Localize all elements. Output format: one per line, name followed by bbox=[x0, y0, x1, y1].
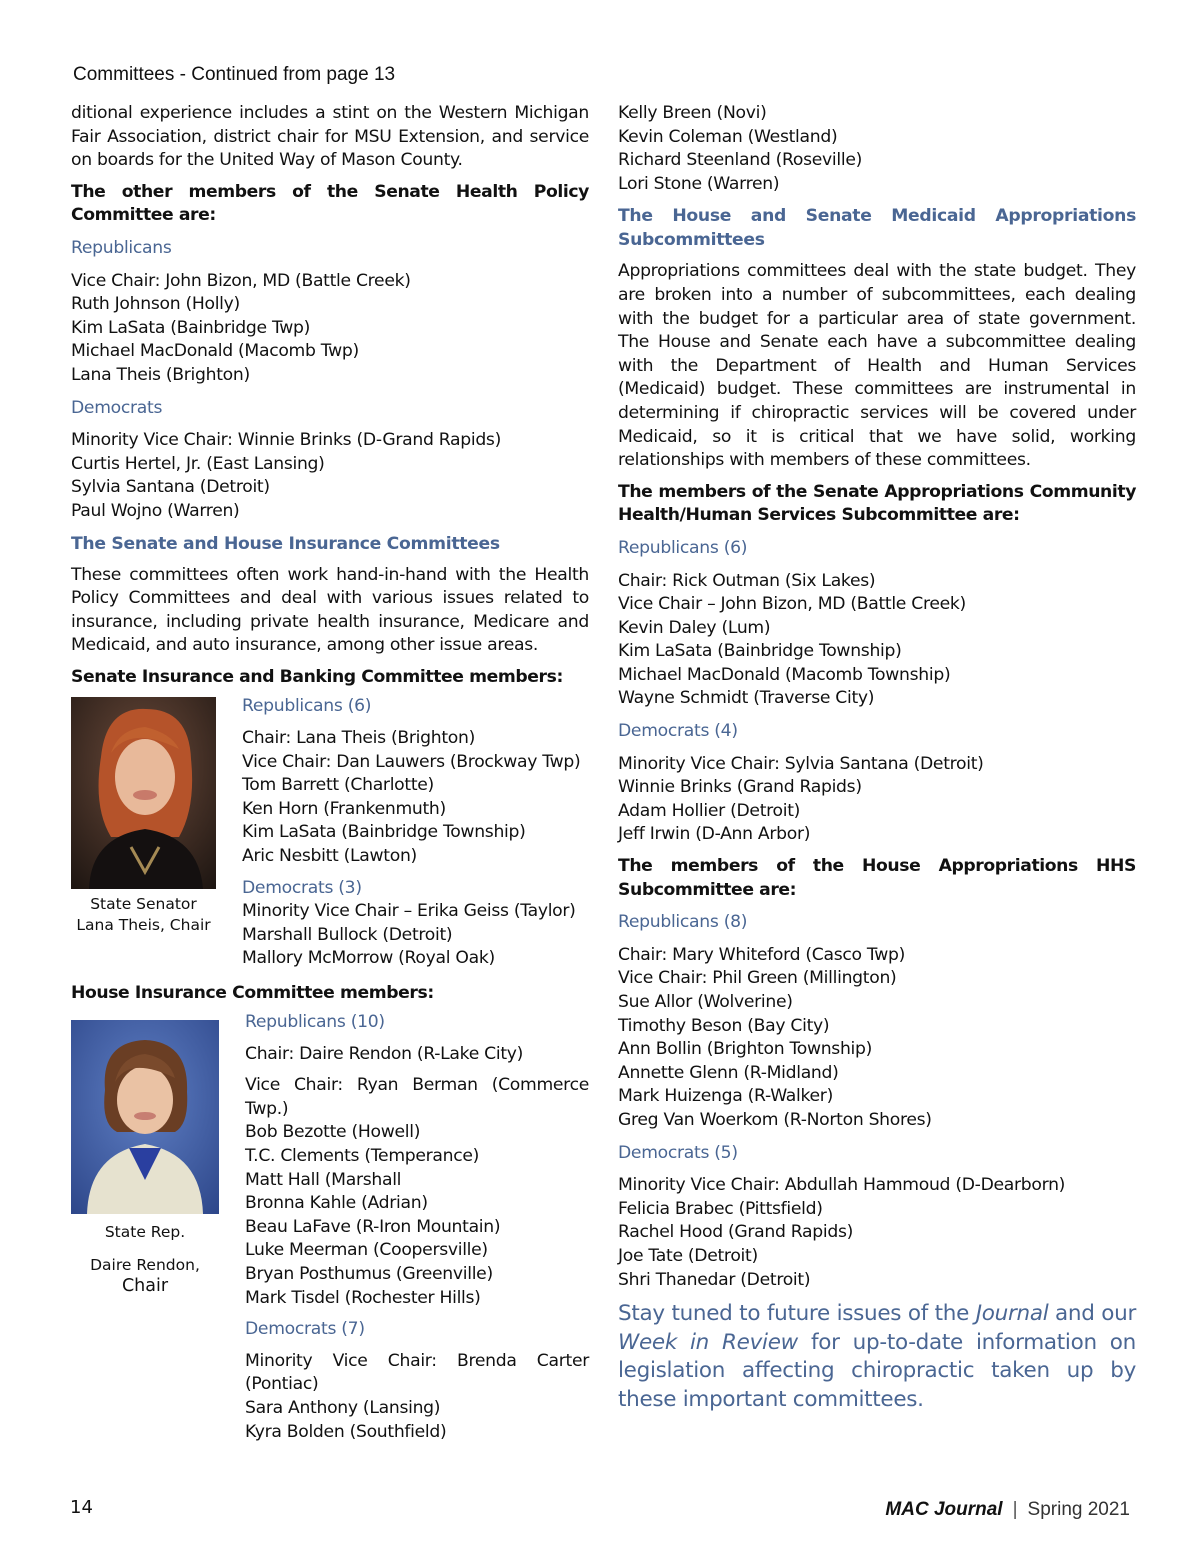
list-item: Luke Meerman (Coopersville) bbox=[245, 1240, 488, 1261]
senate-ins-republicans-label: Republicans (6) bbox=[242, 696, 372, 717]
list-item: Mark Tisdel (Rochester Hills) bbox=[245, 1287, 481, 1308]
list-item: Aric Nesbitt (Lawton) bbox=[242, 846, 417, 867]
list-item: Minority Vice Chair: Abdullah Hammoud (D-Dearborn) bbox=[618, 1175, 1066, 1196]
list-item: Greg Van Woerkom (R-Norton Shores) bbox=[618, 1109, 932, 1130]
caption-line: State Rep. bbox=[104, 1223, 186, 1242]
list-item: Felicia Brabec (Pittsfield) bbox=[618, 1198, 823, 1219]
health-democrats-list bbox=[71, 429, 589, 523]
list-item: Chair: Mary Whiteford (Casco Twp) bbox=[618, 944, 906, 965]
list-item: Minority Vice Chair: Sylvia Santana (Detroit) bbox=[618, 753, 984, 774]
list-item: Jeff Irwin (D-Ann Arbor) bbox=[618, 824, 811, 845]
list-item: Kyra Bolden (Southfield) bbox=[245, 1421, 447, 1442]
list-item: Timothy Beson (Bay City) bbox=[618, 1015, 830, 1036]
senate-insurance-members bbox=[242, 695, 590, 971]
senate-ins-democrats-label: Democrats (3) bbox=[242, 877, 362, 898]
footer-publication bbox=[885, 1499, 1130, 1521]
list-item: Winnie Brinks (Grand Rapids) bbox=[618, 777, 862, 798]
senate-appropriations-heading: The members of the Senate Appropriations Community Health/Human Services Subcommittee are: bbox=[618, 481, 1136, 526]
insurance-section-heading: The Senate and House Insurance Committees bbox=[71, 533, 500, 554]
list-item: Minority Vice Chair: Winnie Brinks (D-Grand Rapids) bbox=[71, 430, 501, 451]
closing-text: for up-to-date information on legislation affecting chiropractic taken up by these important committees. bbox=[618, 1329, 1136, 1412]
house-app-republicans-list bbox=[618, 944, 1136, 1133]
list-item: Rachel Hood (Grand Rapids) bbox=[618, 1222, 854, 1243]
list-item: Beau LaFave (R-Iron Mountain) bbox=[245, 1216, 501, 1237]
list-item: Chair: Rick Outman (Six Lakes) bbox=[618, 570, 876, 591]
house-insurance-members bbox=[245, 1011, 589, 1444]
house-app-democrats-label: Democrats (5) bbox=[618, 1142, 738, 1163]
house-insurance-block bbox=[71, 1014, 589, 1454]
list-item: Sue Allor (Wolverine) bbox=[618, 992, 793, 1012]
caption-line: Chair bbox=[121, 1276, 169, 1297]
list-item: Kim LaSata (Bainbridge Twp) bbox=[71, 317, 311, 338]
senate-app-republicans-label: Republicans (6) bbox=[618, 537, 748, 558]
intro-paragraph: ditional experience includes a stint on the Western Michigan Fair Association, district chair for MSU Extension, and service on boards for the United Way of Mason County. bbox=[71, 103, 589, 171]
list-item: Lori Stone (Warren) bbox=[618, 173, 780, 194]
list-item: Bob Bezotte (Howell) bbox=[245, 1122, 421, 1143]
list-item: Ruth Johnson (Holly) bbox=[71, 294, 240, 315]
list-item: Kevin Coleman (Westland) bbox=[618, 126, 838, 147]
senator-theis-photo bbox=[71, 697, 216, 889]
list-item: Shri Thanedar (Detroit) bbox=[618, 1269, 811, 1290]
list-item: Ann Bollin (Brighton Township) bbox=[618, 1039, 873, 1060]
list-item: Michael MacDonald (Macomb Twp) bbox=[71, 341, 359, 362]
list-item: Sara Anthony (Lansing) bbox=[245, 1397, 441, 1418]
closing-note bbox=[618, 1300, 1136, 1414]
senate-app-republicans-list bbox=[618, 570, 1136, 712]
list-item: Richard Steenland (Roseville) bbox=[618, 150, 862, 171]
list-item: Curtis Hertel, Jr. (East Lansing) bbox=[71, 453, 325, 474]
left-column bbox=[71, 102, 589, 1454]
senate-insurance-heading: Senate Insurance and Banking Committee members: bbox=[71, 666, 563, 687]
health-republicans-label: Republicans bbox=[71, 237, 172, 258]
list-item: Mark Huizenga (R-Walker) bbox=[618, 1086, 833, 1107]
page-number: 14 bbox=[70, 1497, 93, 1518]
list-item: Bryan Posthumus (Greenville) bbox=[245, 1264, 493, 1284]
list-item: Vice Chair: Ryan Berman (Commerce Twp.) bbox=[245, 1075, 589, 1119]
list-item: Paul Wojno (Warren) bbox=[71, 500, 240, 521]
house-app-republicans-label: Republicans (8) bbox=[618, 912, 748, 933]
list-item: Annette Glenn (R-Midland) bbox=[618, 1062, 839, 1083]
list-item: Kelly Breen (Novi) bbox=[618, 103, 767, 123]
list-item: Wayne Schmidt (Traverse City) bbox=[618, 688, 875, 709]
health-democrats-label: Democrats bbox=[71, 397, 163, 418]
insurance-paragraph: These committees often work hand-in-hand with the Health Policy Committees and deal with various issues related to insurance, including private health insurance, Medicare and Medicaid, and auto insurance, among other issue areas. bbox=[71, 564, 589, 656]
list-item: Kim LaSata (Bainbridge Township) bbox=[242, 822, 526, 843]
list-item: Vice Chair: John Bizon, MD (Battle Creek) bbox=[71, 270, 411, 291]
list-item: Chair: Daire Rendon (R-Lake City) bbox=[245, 1043, 524, 1064]
list-item: Minority Vice Chair: Brenda Carter (Pontiac) bbox=[245, 1350, 589, 1395]
list-item: Chair: Lana Theis (Brighton) bbox=[242, 728, 475, 749]
list-item: Vice Chair: Phil Green (Millington) bbox=[618, 968, 897, 989]
senate-app-democrats-label: Democrats (4) bbox=[618, 721, 738, 742]
issue-date: Spring 2021 bbox=[1027, 1499, 1130, 1520]
journal-title: Journal bbox=[975, 1301, 1049, 1327]
list-item: Kim LaSata (Bainbridge Township) bbox=[618, 641, 902, 662]
rep-rendon-photo bbox=[71, 1020, 219, 1214]
closing-text: and our bbox=[1048, 1301, 1136, 1327]
list-item: T.C. Clements (Temperance) bbox=[245, 1146, 480, 1167]
rep-photo-caption bbox=[71, 1222, 219, 1297]
house-ins-republicans-label: Republicans (10) bbox=[245, 1012, 385, 1033]
list-item: Tom Barrett (Charlotte) bbox=[242, 775, 434, 796]
list-item: Ken Horn (Frankenmuth) bbox=[242, 798, 446, 819]
list-item: Marshall Bullock (Detroit) bbox=[242, 924, 453, 945]
senator-photo-caption bbox=[71, 894, 216, 936]
week-in-review-title: Week in Review bbox=[618, 1329, 798, 1355]
list-item: Vice Chair: Dan Lauwers (Brockway Twp) bbox=[242, 751, 581, 772]
senate-app-democrats-list bbox=[618, 753, 1136, 847]
medicaid-section-heading: The House and Senate Medicaid Appropriations Subcommittees bbox=[618, 206, 1136, 251]
closing-text: Stay tuned to future issues of the bbox=[618, 1301, 976, 1327]
caption-line: Daire Rendon, bbox=[90, 1256, 200, 1275]
list-item: Sylvia Santana (Detroit) bbox=[71, 477, 270, 498]
house-appropriations-heading: The members of the House Appropriations HHS Subcommittee are: bbox=[618, 856, 1136, 900]
publication-name: MAC Journal bbox=[885, 1499, 1003, 1520]
health-republicans-list bbox=[71, 270, 589, 388]
page-header: Committees - Continued from page 13 bbox=[73, 64, 396, 85]
list-item: Minority Vice Chair – Erika Geiss (Taylor) bbox=[242, 901, 576, 922]
house-insurance-heading: House Insurance Committee members: bbox=[71, 983, 434, 1004]
caption-line: State Senator bbox=[90, 895, 197, 914]
list-item: Michael MacDonald (Macomb Township) bbox=[618, 664, 951, 685]
medicaid-paragraph: Appropriations committees deal with the state budget. They are broken into a number of subcommittees, each dealing with the budget for a particular area of state government. The House and Senate each have a subcommittee dealing with the Department of Health and Human Services (Medicaid) budget. These committees are instrumental in determining if chiropractic services will be covered under Medicaid, so it is critical that we have solid, working relationships with members of these committees. bbox=[618, 261, 1136, 471]
list-item: Kevin Daley (Lum) bbox=[618, 617, 771, 638]
list-item: Joe Tate (Detroit) bbox=[618, 1245, 758, 1266]
footer-separator: | bbox=[1012, 1499, 1018, 1520]
house-app-democrats-list bbox=[618, 1174, 1136, 1292]
list-item: Lana Theis (Brighton) bbox=[71, 364, 250, 385]
house-ins-democrats-label: Democrats (7) bbox=[245, 1319, 365, 1340]
continued-names-list bbox=[618, 102, 1136, 196]
list-item: Bronna Kahle (Adrian) bbox=[245, 1193, 428, 1214]
list-item: Vice Chair – John Bizon, MD (Battle Creek) bbox=[618, 594, 966, 615]
right-column bbox=[618, 102, 1136, 1414]
list-item: Mallory McMorrow (Royal Oak) bbox=[242, 948, 495, 969]
senate-insurance-block bbox=[71, 697, 589, 982]
caption-line: Lana Theis, Chair bbox=[76, 916, 211, 935]
list-item: Matt Hall (Marshall bbox=[245, 1169, 402, 1190]
list-item: Adam Hollier (Detroit) bbox=[618, 800, 801, 821]
health-committee-heading: The other members of the Senate Health Policy Committee are: bbox=[71, 181, 589, 226]
